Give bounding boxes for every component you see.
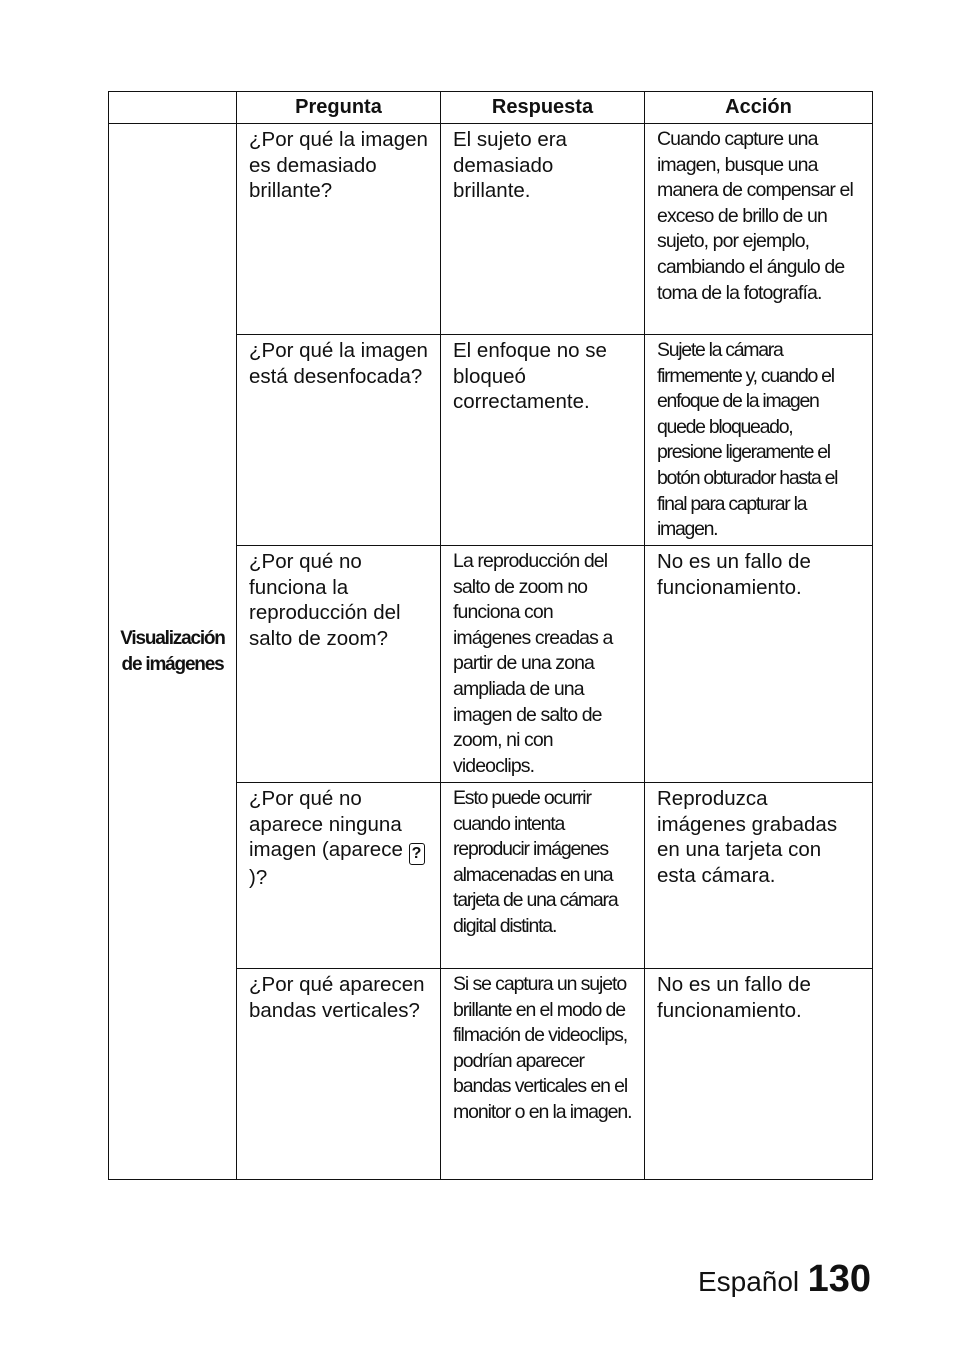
action-cell xyxy=(645,546,873,783)
action-cell xyxy=(645,335,873,546)
answer-cell xyxy=(441,546,645,783)
action-text: No es un fallo de funcionamiento. xyxy=(657,550,811,599)
question-cell xyxy=(237,335,441,546)
action-cell xyxy=(645,124,873,335)
page-footer xyxy=(698,1258,871,1301)
footer-language: Español xyxy=(697,1266,800,1297)
question-text: ¿Por qué la imagen es demasiado brillante? xyxy=(249,128,428,203)
question-mark-icon: ? xyxy=(409,843,425,865)
question-text: ¿Por qué la imagen está desenfocada? xyxy=(249,339,428,388)
question-cell xyxy=(237,783,441,969)
header-empty xyxy=(109,92,237,124)
header-pregunta: Pregunta xyxy=(237,92,441,124)
table-row xyxy=(109,124,873,335)
answer-cell xyxy=(441,969,645,1180)
answer-text: El sujeto era demasiado brillante. xyxy=(453,128,567,203)
header-respuesta: Respuesta xyxy=(441,92,645,124)
action-text: Sujete la cámara firmemente y, cuando el enfoque de la imagen quede bloqueado, presione ligeramente el botón obturador hasta el final para capturar la imagen. xyxy=(657,339,838,541)
question-text: ¿Por qué no funciona la reproducción del salto de zoom? xyxy=(249,550,401,650)
answer-text: La reproducción del salto de zoom no funciona con imágenes creadas a partir de una zona ampliada de una imagen de salto de zoom, ni con videoclips. xyxy=(453,550,613,777)
action-cell xyxy=(645,969,873,1180)
answer-text: Esto puede ocurrir cuando intenta reproducir imágenes almacenadas en una tarjeta de una cámara digital distinta. xyxy=(453,787,618,937)
question-cell xyxy=(237,546,441,783)
action-text: No es un fallo de funcionamiento. xyxy=(657,973,811,1022)
answer-cell xyxy=(441,124,645,335)
action-cell xyxy=(645,783,873,969)
page-number: 130 xyxy=(807,1258,871,1300)
header-row xyxy=(109,92,873,124)
question-cell xyxy=(237,124,441,335)
category-cell xyxy=(109,124,237,1180)
category-label: Visualización de imágenes xyxy=(120,627,225,675)
header-accion: Acción xyxy=(645,92,873,124)
action-text: Cuando capture una imagen, busque una manera de compensar el exceso de brillo de un sujeto, por ejemplo, cambiando el ángulo de toma de la fotografía. xyxy=(657,128,853,304)
question-text: ¿Por qué aparecen bandas verticales? xyxy=(249,973,425,1022)
troubleshooting-table xyxy=(108,91,873,1180)
answer-text: El enfoque no se bloqueó correctamente. xyxy=(453,339,607,414)
question-suffix: )? xyxy=(249,866,268,890)
answer-cell xyxy=(441,783,645,969)
action-text: Reproduzca imágenes grabadas en una tarjeta con esta cámara. xyxy=(657,787,838,887)
answer-text: Si se captura un sujeto brillante en el modo de filmación de videoclips, podrían aparecer bandas verticales en el monitor o en la imagen. xyxy=(453,973,632,1123)
question-text xyxy=(237,783,440,891)
question-cell xyxy=(237,969,441,1180)
answer-cell xyxy=(441,335,645,546)
question-prefix: ¿Por qué no aparece ninguna imagen (aparece xyxy=(249,787,409,862)
